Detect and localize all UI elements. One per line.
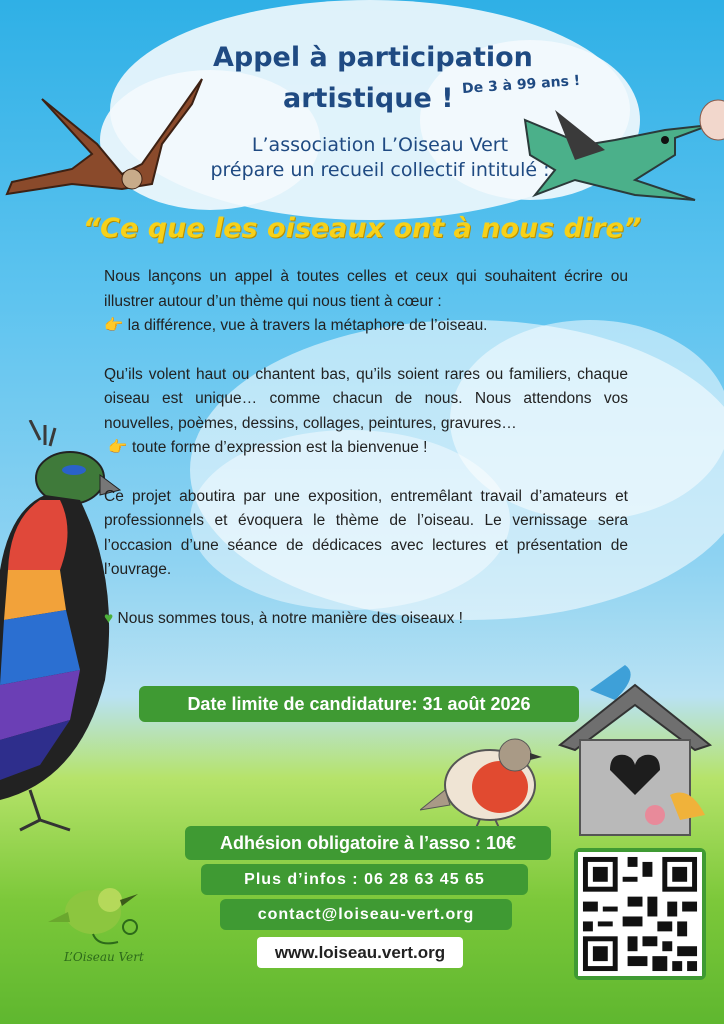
paragraph-1: Nous lançons un appel à toutes celles et ceux qui souhaitent écrire ou illustrer autour d’un thème qui nous tient à cœur :	[104, 268, 628, 310]
paragraph-4	[104, 607, 628, 632]
birdhouse-illustration	[555, 665, 715, 845]
paragraph-3: Ce projet aboutira par une exposition, entremêlant travail d’amateurs et professionnels et évoquera le thème de l’oiseau. Le vernissage sera l’occasion d’une séance de dédicaces avec lectures et présentation de l’ouvrage.	[104, 487, 628, 578]
logo-text: L’Oiseau Vert	[64, 950, 144, 964]
intro-line-2: prépare un recueil collectif intitulé :	[210, 159, 550, 181]
deadline-banner: Date limite de candidature: 31 août 2026	[139, 686, 579, 722]
intro-line-1: L’association L’Oiseau Vert	[251, 134, 509, 156]
bullet-text: toute forme d’expression est la bienvenue !	[131, 439, 428, 456]
closing-text: Nous sommes tous, à notre manière des oiseaux !	[117, 609, 463, 627]
title-line-2: artistique !	[283, 83, 454, 114]
flying-eagle-illustration	[2, 74, 212, 204]
qr-code-pattern	[578, 852, 702, 976]
paragraph-2-bullet	[104, 436, 628, 461]
title-line-1: Appel à participation	[213, 42, 533, 73]
website-link[interactable]: www.loiseau.vert.org	[257, 937, 463, 968]
paragraph-1-bullet	[104, 314, 628, 339]
membership-banner: Adhésion obligatoire à l’asso : 10€	[185, 826, 551, 860]
body-text	[104, 265, 628, 631]
partial-bird-illustration	[698, 98, 724, 144]
phone-banner[interactable]: Plus d’infos : 06 28 63 45 65	[201, 864, 528, 895]
email-banner[interactable]: contact@loiseau-vert.org	[220, 899, 512, 930]
paragraph-2: Qu’ils volent haut ou chantent bas, qu’ils soient rares ou familiers, chaque oiseau est unique… comme chacun de nous. Nous attendons vos nouvelles, poèmes, dessins, collages, peintures, gravures…	[104, 365, 628, 432]
qr-code[interactable]	[574, 848, 706, 980]
collection-title: “Ce que les oiseaux ont à nous dire”	[82, 213, 642, 244]
green-heart-icon: ♥	[104, 609, 114, 627]
age-note: De 3 à 99 ans !	[461, 72, 581, 98]
oiseau-vert-logo-icon	[48, 872, 148, 952]
bullet-text: la différence, vue à travers la métaphore de l’oiseau.	[127, 317, 488, 334]
pointing-hand-icon: 👉	[108, 439, 128, 456]
pointing-hand-icon: 👉	[104, 317, 124, 334]
robin-illustration	[420, 735, 545, 830]
